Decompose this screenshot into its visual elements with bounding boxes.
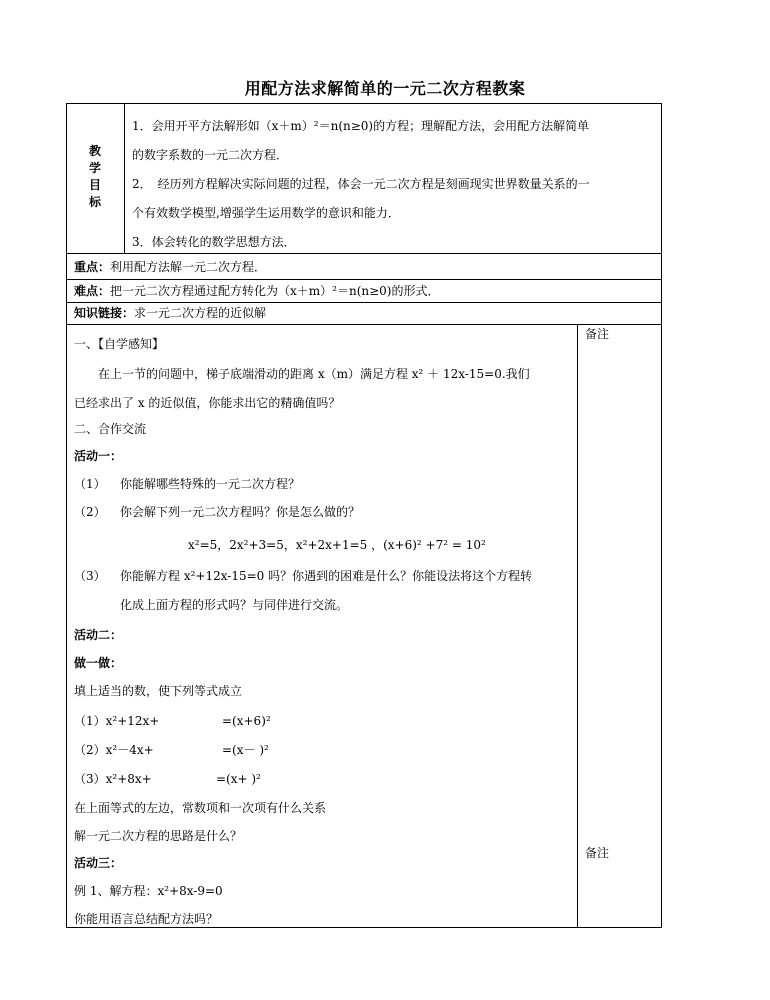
goal-line-5: 3．体会转化的数学思想方法． [132,235,296,249]
knowledge-link-text: 求一元二次方程的近似解 [134,306,267,320]
goals-label: 教 学 目 标 [88,144,101,209]
page-title: 用配方法求解简单的一元二次方程教案 [244,79,526,98]
try-it-heading: 做一做： [74,656,123,670]
difficulty-text: 把一元二次方程通过配方转化为（x＋m）²＝n(n≥0)的形式． [110,284,440,298]
activity1-q3-line-2: 化成上面方程的形式吗？与同伴进行交流。 [120,598,349,612]
goal-line-2: 的数字系数的一元二次方程． [132,148,289,162]
section1-heading: 一、【自学感知】 [74,337,165,351]
goal-line-1: 1．会用开平方法解形如（x＋m）²＝n(n≥0)的方程；理解配方法，会用配方法解简单 [132,119,590,133]
activity3-heading: 活动三： [74,856,123,870]
activity1-heading: 活动一： [74,449,123,463]
activity1-q3-line-1: 你能解方程 x²+12x-15=0 吗？你遇到的困难是什么？你能设法将这个方程转 [120,569,533,583]
fill-item-3-left: （3）x²+8x+ [74,772,152,786]
row-divider-key [66,279,662,280]
remark-label-bottom: 备注 [585,846,610,860]
goals-column-divider [124,103,125,253]
activity2-heading: 活动二： [74,628,123,642]
fill-item-1-right: =(x+6)² [222,714,271,728]
fill-item-2-left: （2）x²－4x+ [74,743,154,757]
remarks-column-divider [577,324,578,928]
example-1: 例 1、解方程：x²+8x-9=0 [74,884,223,898]
activity2-question-1: 在上面等式的左边，常数项和一次项有什么关系 [74,801,327,815]
key-point-text: 利用配方法解一元二次方程． [110,260,267,274]
section1-paragraph-line-2: 已经求出了 x 的近似值，你能求出它的精确值吗？ [74,396,341,410]
remark-label-top: 备注 [585,327,610,341]
activity1-q1: 你能解哪些特殊的一元二次方程？ [120,477,301,491]
fill-item-3-right: =(x+ )² [216,772,261,786]
activity2-question-2: 解一元二次方程的思路是什么？ [74,829,243,843]
activity1-q2-number: （2） [74,505,106,519]
section1-paragraph-line-1: 在上一节的问题中，梯子底端滑动的距离 x（m）满足方程 x² ＋ 12x-15=0.我们 [98,367,530,381]
difficulty-row [74,284,440,298]
goal-line-3: 2． 经历列方程解决实际问题的过程，体会一元二次方程是刻画现实世界数量关系的一 [132,177,590,191]
section2-heading: 二、合作交流 [74,422,147,436]
activity3-question: 你能用语言总结配方法吗？ [74,912,219,926]
fill-in-instruction: 填上适当的数，使下列等式成立 [74,684,243,698]
row-divider-difficulty [66,302,662,303]
knowledge-link-label: 知识链接： [74,306,135,320]
activity1-q1-number: （1） [74,477,106,491]
fill-item-1-left: （1）x²+12x+ [74,714,160,728]
key-point-row [74,260,266,274]
key-point-label: 重点： [74,260,111,274]
goal-line-4: 个有效数学模型,增强学生运用数学的意识和能力． [132,206,400,220]
activity1-q2: 你会解下列一元二次方程吗？你是怎么做的？ [120,505,361,519]
activity1-q3-number: （3） [74,569,106,583]
knowledge-link-row [74,306,266,320]
activity1-equations: x²=5，2x²+3=5，x²+2x+1=5 ，(x+6)² +7² = 10² [188,538,486,552]
difficulty-label: 难点： [74,284,111,298]
fill-item-2-right: =(x－ )² [222,743,269,757]
row-divider-goals [66,253,662,254]
row-divider-link [66,324,662,325]
